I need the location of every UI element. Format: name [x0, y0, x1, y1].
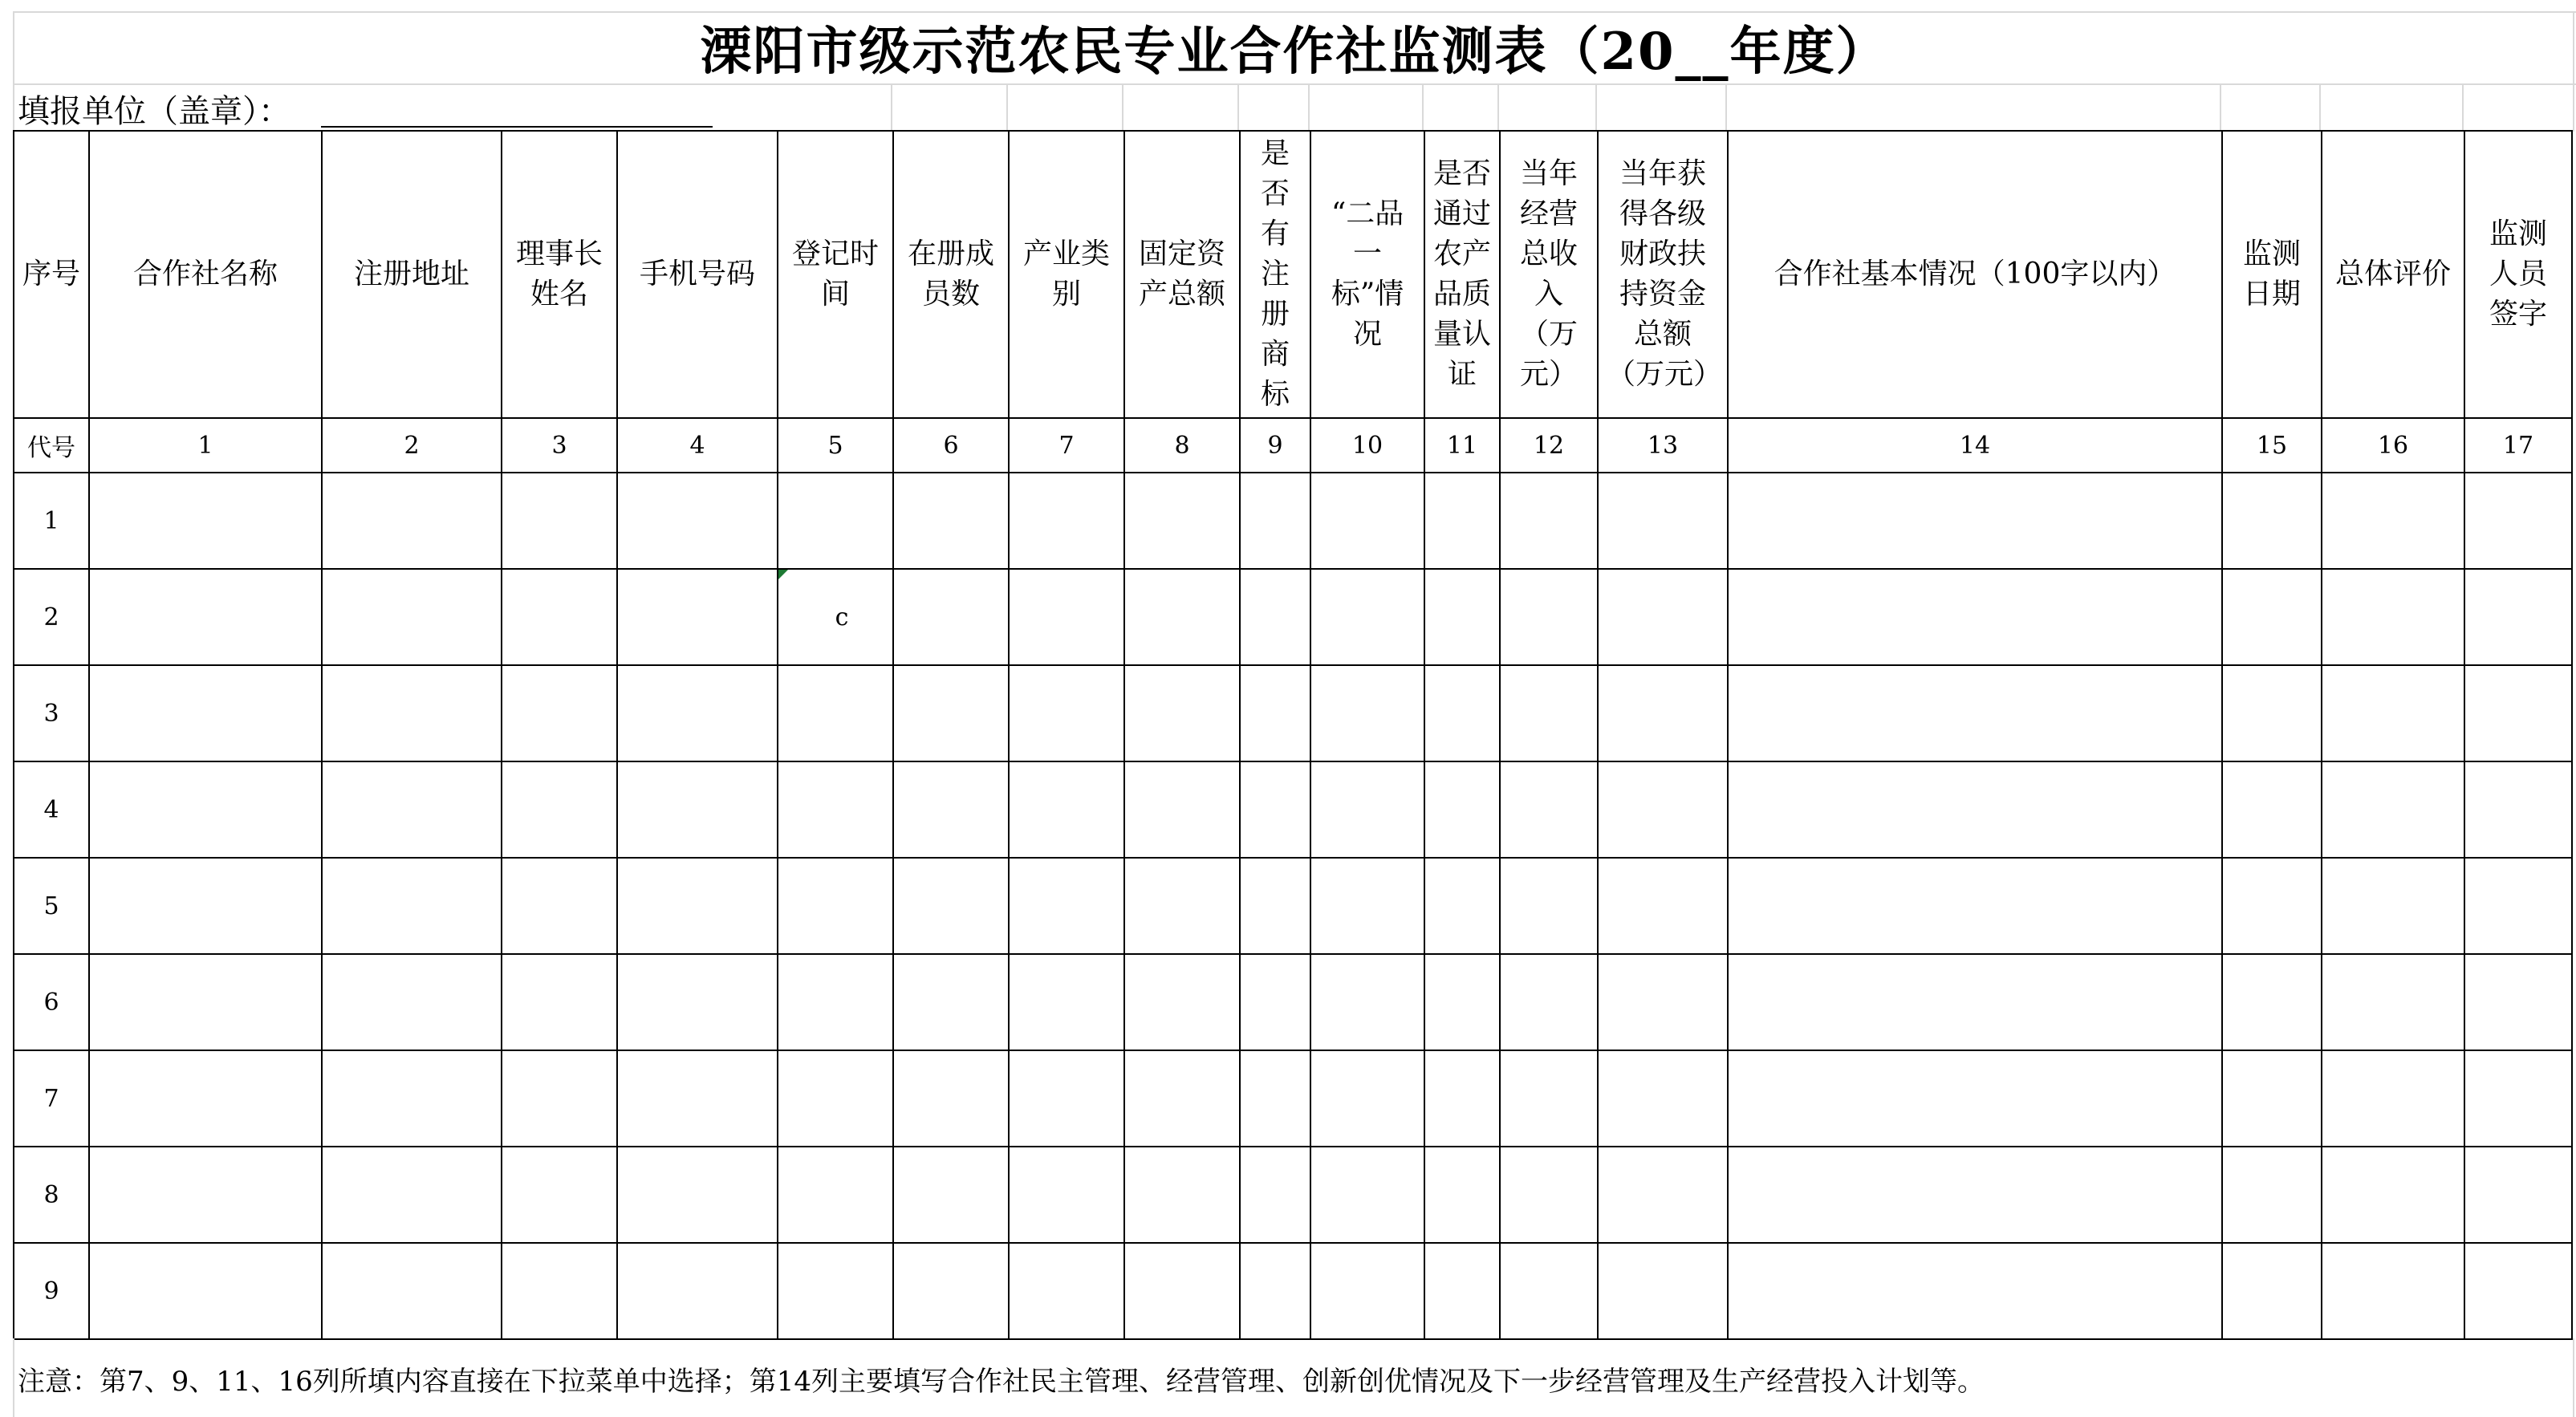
table-row — [14, 1050, 2572, 1147]
code-cell: 16 — [2322, 418, 2464, 473]
data-cell[interactable] — [778, 954, 893, 1050]
header-label: 注册地址 — [353, 258, 469, 290]
info-col-gridline — [1497, 85, 1499, 130]
data-cell[interactable] — [893, 1050, 1009, 1147]
header-label: 监测人员签字 — [2489, 217, 2548, 331]
data-cell[interactable] — [322, 954, 502, 1050]
row-number: 3 — [14, 665, 89, 761]
header-label: “二品一标”情况 — [1331, 197, 1404, 351]
data-cell[interactable] — [2322, 569, 2464, 665]
data-cell[interactable] — [1598, 761, 1728, 858]
data-cell[interactable] — [1500, 761, 1598, 858]
data-cell[interactable] — [778, 761, 893, 858]
code-cell: 11 — [1424, 418, 1500, 473]
code-cell: 12 — [1500, 418, 1598, 473]
data-cell[interactable] — [322, 1147, 502, 1243]
data-cell[interactable] — [322, 665, 502, 761]
data-cell[interactable] — [89, 473, 322, 569]
header-monitor-date — [2222, 131, 2322, 418]
data-cell[interactable] — [89, 761, 322, 858]
code-cell: 6 — [893, 418, 1009, 473]
data-cell[interactable] — [1424, 665, 1500, 761]
data-cell[interactable] — [1598, 1050, 1728, 1147]
data-cell[interactable] — [893, 954, 1009, 1050]
data-cell[interactable] — [1310, 665, 1424, 761]
data-cell[interactable] — [1728, 761, 2222, 858]
header-label: 当年获得各级财政扶持资金总额（万元） — [1607, 157, 1723, 391]
data-cell[interactable] — [893, 761, 1009, 858]
data-cell[interactable] — [2322, 473, 2464, 569]
row-number: 8 — [14, 1147, 89, 1243]
header-quality-cert — [1424, 131, 1500, 418]
header-label: 合作社基本情况（100字以内） — [1774, 258, 2176, 290]
data-cell[interactable] — [1240, 665, 1310, 761]
code-row — [14, 418, 2572, 473]
data-cell[interactable] — [2222, 569, 2322, 665]
info-col-gridline — [1006, 85, 1008, 130]
data-cell[interactable] — [893, 473, 1009, 569]
data-cell[interactable] — [1598, 569, 1728, 665]
data-cell[interactable] — [322, 858, 502, 954]
data-cell[interactable] — [89, 1243, 322, 1339]
data-cell[interactable] — [1124, 473, 1240, 569]
data-cell[interactable] — [1598, 858, 1728, 954]
row-number: 7 — [14, 1050, 89, 1147]
note-text: 注意：第7、9、11、16列所填内容直接在下拉菜单中选择；第14列主要填写合作社民主管理、经营管理、创新创优情况及下一步经营管理及生产经营投入计划等。 — [18, 1365, 1985, 1398]
data-cell[interactable] — [1310, 761, 1424, 858]
data-cell[interactable] — [1310, 473, 1424, 569]
row-number: 2 — [14, 569, 89, 665]
data-cell[interactable] — [1009, 858, 1124, 954]
header-label: 当年经营总收入（万元） — [1520, 157, 1579, 391]
data-cell[interactable] — [1598, 954, 1728, 1050]
header-seq — [14, 131, 89, 418]
header-subsidy — [1598, 131, 1728, 418]
header-label: 在册成员数 — [907, 238, 994, 311]
data-cell-reg-time[interactable] — [778, 569, 893, 665]
data-cell[interactable] — [617, 954, 778, 1050]
data-cell[interactable] — [2464, 858, 2572, 954]
info-col-gridline — [1725, 85, 1727, 130]
data-cell[interactable] — [1240, 761, 1310, 858]
row-number: 5 — [14, 858, 89, 954]
data-cell[interactable] — [2222, 954, 2322, 1050]
data-cell[interactable] — [2222, 761, 2322, 858]
data-cell[interactable] — [2322, 1147, 2464, 1243]
data-cell[interactable] — [1310, 1050, 1424, 1147]
code-cell: 4 — [617, 418, 778, 473]
data-cell[interactable] — [89, 665, 322, 761]
data-cell[interactable] — [1009, 569, 1124, 665]
info-col-gridline — [1422, 85, 1424, 130]
data-cell[interactable] — [2464, 761, 2572, 858]
data-cell[interactable] — [778, 858, 893, 954]
data-cell[interactable] — [89, 569, 322, 665]
row-number: 6 — [14, 954, 89, 1050]
data-cell[interactable] — [2222, 858, 2322, 954]
data-cell[interactable] — [1424, 569, 1500, 665]
cell-value: c — [835, 603, 849, 631]
data-cell[interactable] — [1500, 1050, 1598, 1147]
header-fixed-assets — [1124, 131, 1240, 418]
data-cell[interactable] — [617, 473, 778, 569]
data-cell[interactable] — [89, 1147, 322, 1243]
data-cell[interactable] — [1240, 1147, 1310, 1243]
data-cell[interactable] — [1424, 761, 1500, 858]
data-cell[interactable] — [1728, 473, 2222, 569]
data-cell[interactable] — [1240, 954, 1310, 1050]
header-chairman-name — [502, 131, 617, 418]
data-cell[interactable] — [1009, 761, 1124, 858]
header-row — [14, 131, 2572, 418]
data-cell[interactable] — [2322, 761, 2464, 858]
header-reg-address — [322, 131, 502, 418]
data-cell[interactable] — [1424, 473, 1500, 569]
header-trademark — [1240, 131, 1310, 418]
data-cell[interactable] — [617, 1050, 778, 1147]
data-cell[interactable] — [1240, 473, 1310, 569]
header-label: 序号 — [22, 258, 80, 290]
code-cell: 10 — [1310, 418, 1424, 473]
header-label: 是否通过农产品质量认证 — [1433, 157, 1492, 391]
header-annual-income — [1500, 131, 1598, 418]
data-cell[interactable] — [1500, 569, 1598, 665]
row-number: 1 — [14, 473, 89, 569]
data-cell[interactable] — [1310, 569, 1424, 665]
comment-marker-icon — [778, 570, 788, 579]
header-overall-eval — [2322, 131, 2464, 418]
data-cell[interactable] — [1598, 665, 1728, 761]
data-cell[interactable] — [322, 1050, 502, 1147]
data-cell[interactable] — [778, 473, 893, 569]
data-cell[interactable] — [1728, 1243, 2222, 1339]
data-cell[interactable] — [2222, 473, 2322, 569]
data-cell[interactable] — [1728, 954, 2222, 1050]
table-row — [14, 1243, 2572, 1339]
data-cell[interactable] — [1009, 1147, 1124, 1243]
code-cell: 8 — [1124, 418, 1240, 473]
data-cell[interactable] — [89, 954, 322, 1050]
data-cell[interactable] — [1124, 569, 1240, 665]
data-cell[interactable] — [1124, 1050, 1240, 1147]
data-cell[interactable] — [89, 1050, 322, 1147]
data-cell[interactable] — [1310, 1243, 1424, 1339]
data-cell[interactable] — [1124, 1243, 1240, 1339]
header-phone — [617, 131, 778, 418]
code-cell: 15 — [2222, 418, 2322, 473]
data-cell[interactable] — [1310, 858, 1424, 954]
row-number: 9 — [14, 1243, 89, 1339]
data-cell[interactable] — [2222, 1243, 2322, 1339]
data-cell[interactable] — [502, 569, 617, 665]
table-row — [14, 858, 2572, 954]
data-cell[interactable] — [2222, 1050, 2322, 1147]
header-label: 监测日期 — [2243, 238, 2302, 311]
data-cell[interactable] — [1424, 858, 1500, 954]
header-label: 理事长姓名 — [515, 238, 603, 311]
data-cell[interactable] — [2464, 473, 2572, 569]
data-cell[interactable] — [1124, 1147, 1240, 1243]
info-col-gridline — [1308, 85, 1310, 130]
table-row — [14, 1147, 2572, 1243]
header-basic-info — [1728, 131, 2222, 418]
header-label: 手机号码 — [639, 258, 755, 290]
data-cell[interactable] — [2322, 954, 2464, 1050]
data-cell[interactable] — [502, 473, 617, 569]
code-cell: 13 — [1598, 418, 1728, 473]
data-cell[interactable] — [322, 1243, 502, 1339]
info-col-gridline — [1595, 85, 1597, 130]
data-cell[interactable] — [1598, 473, 1728, 569]
data-cell[interactable] — [617, 569, 778, 665]
data-cell[interactable] — [893, 1243, 1009, 1339]
header-label: 合作社名称 — [132, 258, 278, 290]
table-row — [14, 665, 2572, 761]
data-cell[interactable] — [2464, 1147, 2572, 1243]
code-cell: 1 — [89, 418, 322, 473]
code-cell: 代号 — [14, 418, 89, 473]
data-cell[interactable] — [2464, 665, 2572, 761]
header-label: 是否有注册商标 — [1261, 137, 1290, 411]
data-cell[interactable] — [1500, 473, 1598, 569]
data-cell[interactable] — [1124, 665, 1240, 761]
data-cell[interactable] — [89, 858, 322, 954]
data-cell[interactable] — [1009, 954, 1124, 1050]
data-cell[interactable] — [1124, 858, 1240, 954]
data-cell[interactable] — [1009, 473, 1124, 569]
header-label: 固定资产总额 — [1138, 238, 1225, 311]
data-cell[interactable] — [617, 1243, 778, 1339]
data-cell[interactable] — [1500, 858, 1598, 954]
table-row — [14, 761, 2572, 858]
data-cell[interactable] — [1009, 1243, 1124, 1339]
info-col-gridline — [2462, 85, 2464, 130]
data-cell[interactable] — [2322, 858, 2464, 954]
data-cell[interactable] — [617, 665, 778, 761]
data-cell[interactable] — [617, 1147, 778, 1243]
data-cell[interactable] — [893, 1147, 1009, 1243]
data-cell[interactable] — [2322, 1050, 2464, 1147]
data-cell[interactable] — [778, 1243, 893, 1339]
data-cell[interactable] — [1240, 569, 1310, 665]
info-col-gridline — [2220, 85, 2221, 130]
data-cell[interactable] — [1424, 1243, 1500, 1339]
header-label: 产业类别 — [1022, 238, 1110, 311]
info-col-gridline — [2319, 85, 2321, 130]
data-cell[interactable] — [617, 761, 778, 858]
data-cell[interactable] — [1009, 1050, 1124, 1147]
data-cell[interactable] — [502, 1243, 617, 1339]
code-cell: 2 — [322, 418, 502, 473]
data-cell[interactable] — [893, 858, 1009, 954]
data-cell[interactable] — [2222, 665, 2322, 761]
code-cell: 7 — [1009, 418, 1124, 473]
table-row — [14, 473, 2572, 569]
header-industry — [1009, 131, 1124, 418]
data-cell[interactable] — [2222, 1147, 2322, 1243]
data-cell[interactable] — [1424, 1050, 1500, 1147]
monitoring-table — [13, 130, 2573, 1340]
data-cell[interactable] — [1500, 1243, 1598, 1339]
code-cell: 9 — [1240, 418, 1310, 473]
code-cell: 17 — [2464, 418, 2572, 473]
header-member-count — [893, 131, 1009, 418]
data-cell[interactable] — [502, 1147, 617, 1243]
data-cell[interactable] — [2322, 665, 2464, 761]
data-cell[interactable] — [1728, 569, 2222, 665]
data-cell[interactable] — [1424, 954, 1500, 1050]
header-reg-time — [778, 131, 893, 418]
data-cell[interactable] — [1424, 1147, 1500, 1243]
data-cell[interactable] — [1728, 1050, 2222, 1147]
data-cell[interactable] — [502, 954, 617, 1050]
header-monitor-signature — [2464, 131, 2572, 418]
data-cell[interactable] — [1728, 1147, 2222, 1243]
data-cell[interactable] — [778, 665, 893, 761]
data-cell[interactable] — [1728, 858, 2222, 954]
data-cell[interactable] — [1598, 1243, 1728, 1339]
header-coop-name — [89, 131, 322, 418]
data-cell[interactable] — [2322, 1243, 2464, 1339]
data-cell[interactable] — [502, 761, 617, 858]
data-cell[interactable] — [322, 761, 502, 858]
data-cell[interactable] — [1310, 1147, 1424, 1243]
data-cell[interactable] — [1240, 858, 1310, 954]
table-row — [14, 569, 2572, 665]
data-cell[interactable] — [617, 858, 778, 954]
fill-unit-label: 填报单位（盖章）： — [18, 92, 291, 130]
data-cell[interactable] — [778, 1050, 893, 1147]
info-col-gridline — [1122, 85, 1123, 130]
data-cell[interactable] — [1500, 1147, 1598, 1243]
data-cell[interactable] — [502, 858, 617, 954]
data-cell[interactable] — [1728, 665, 2222, 761]
data-cell[interactable] — [893, 665, 1009, 761]
code-cell: 3 — [502, 418, 617, 473]
row-number: 4 — [14, 761, 89, 858]
data-cell[interactable] — [1500, 954, 1598, 1050]
header-label: 总体评价 — [2335, 258, 2452, 290]
table-row — [14, 954, 2572, 1050]
sheet-title: 溧阳市级示范农民专业合作社监测表（20__年度） — [700, 22, 1889, 82]
data-cell[interactable] — [1124, 954, 1240, 1050]
data-cell[interactable] — [1598, 1147, 1728, 1243]
data-cell[interactable] — [502, 665, 617, 761]
info-col-gridline — [891, 85, 892, 130]
data-cell[interactable] — [1240, 1243, 1310, 1339]
fill-unit-input-line[interactable] — [321, 126, 713, 128]
data-cell[interactable] — [1124, 761, 1240, 858]
data-cell[interactable] — [2464, 1243, 2572, 1339]
data-cell[interactable] — [322, 569, 502, 665]
data-cell[interactable] — [2464, 1050, 2572, 1147]
header-two-products — [1310, 131, 1424, 418]
info-col-gridline — [1237, 85, 1239, 130]
data-cell[interactable] — [1310, 954, 1424, 1050]
data-cell[interactable] — [1500, 665, 1598, 761]
data-cell[interactable] — [2464, 954, 2572, 1050]
data-cell[interactable] — [502, 1050, 617, 1147]
code-cell: 14 — [1728, 418, 2222, 473]
data-cell[interactable] — [322, 473, 502, 569]
data-cell[interactable] — [2464, 569, 2572, 665]
code-cell: 5 — [778, 418, 893, 473]
header-label: 登记时间 — [791, 238, 879, 311]
data-cell[interactable] — [893, 569, 1009, 665]
data-cell[interactable] — [778, 1147, 893, 1243]
data-cell[interactable] — [1009, 665, 1124, 761]
data-cell[interactable] — [1240, 1050, 1310, 1147]
